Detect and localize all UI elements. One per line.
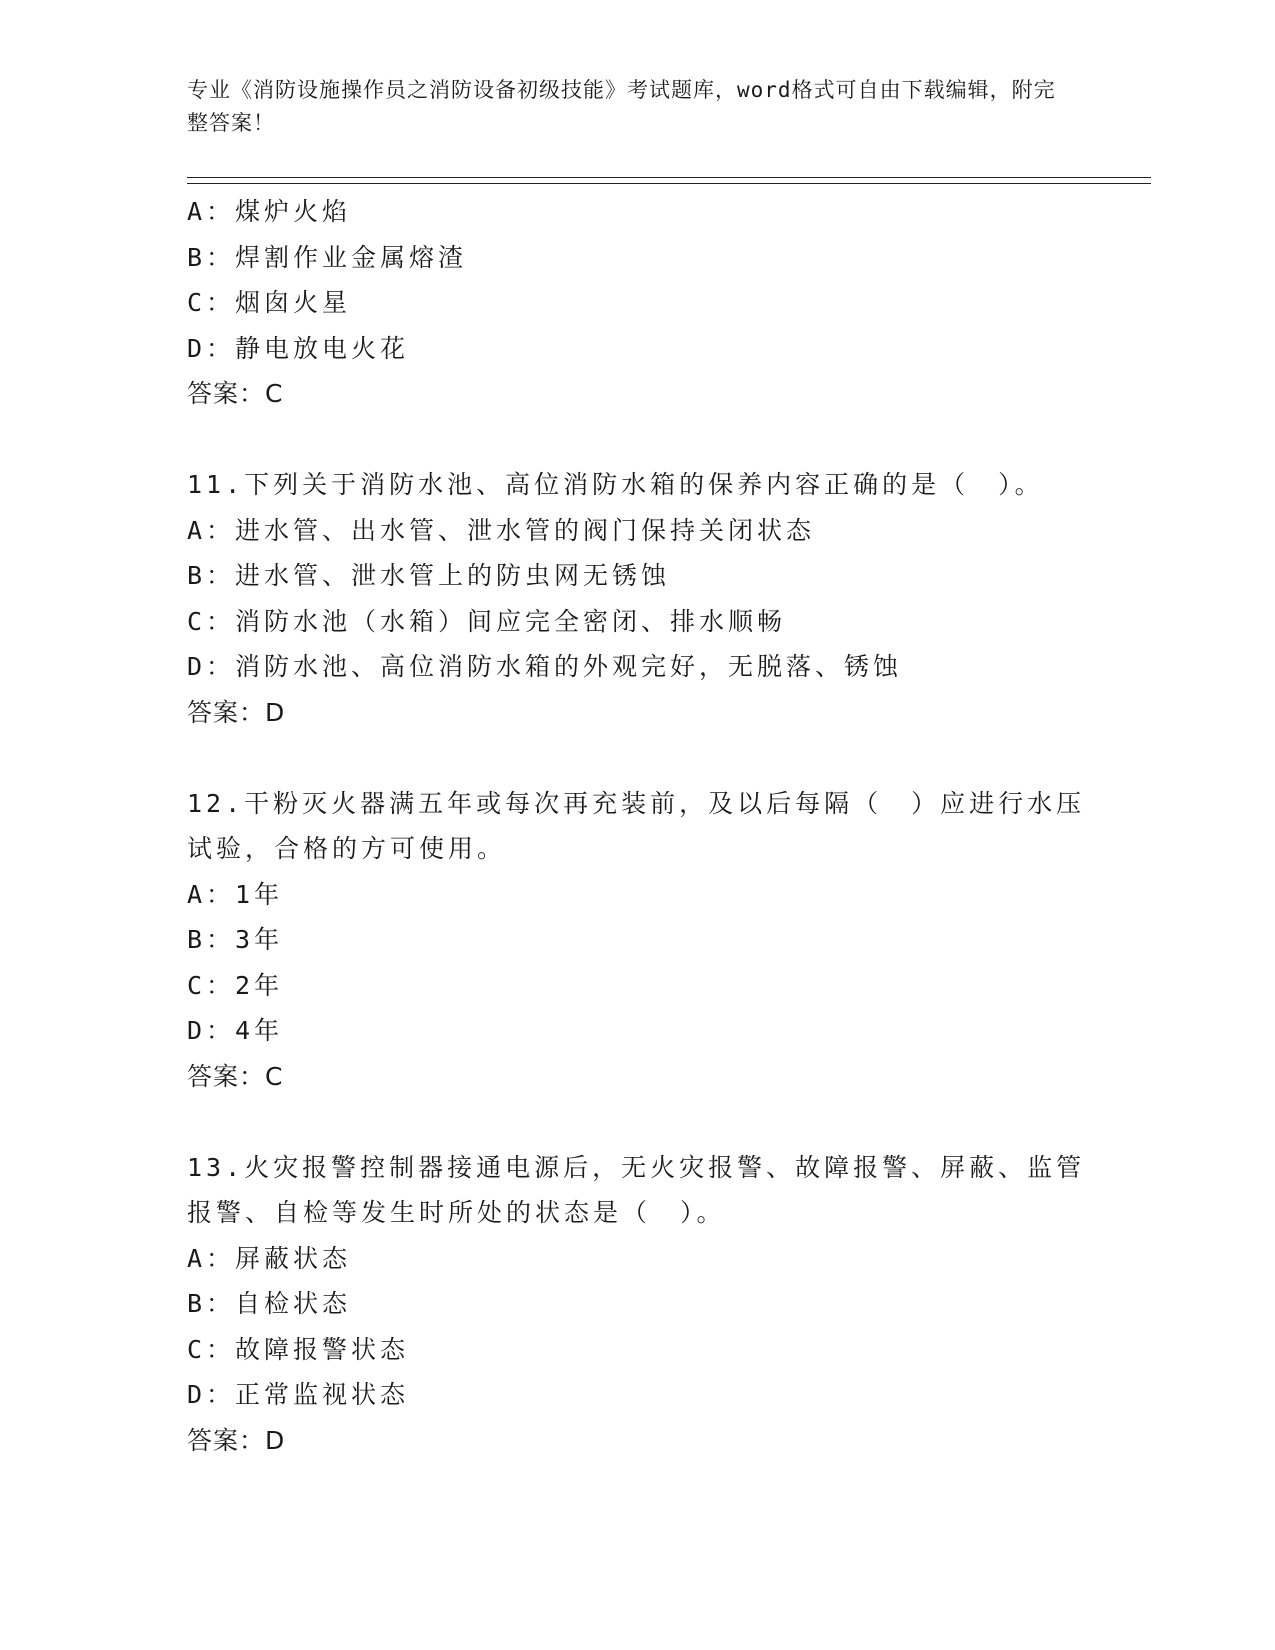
option-a: A：煤炉火焰 (187, 197, 352, 226)
spacer (187, 417, 1087, 463)
option-b: B：自检状态 (187, 1289, 352, 1318)
option-c: C：消防水池（水箱）间应完全密闭、排水顺畅 (187, 606, 787, 636)
question-stem: 12.干粉灭火器满五年或每次再充装前，及以后每隔（ ）应进行水压试验，合格的方可使用。 (187, 788, 1086, 863)
option-a: A：进水管、出水管、泄水管的阀门保持关闭状态 (187, 515, 816, 545)
question-stem: 11.下列关于消防水池、高位消防水箱的保养内容正确的是（ ）。 (187, 470, 1044, 499)
question-block-12 (187, 781, 1087, 1100)
spacer (187, 1099, 1087, 1145)
question-block-prev (187, 189, 1087, 417)
option-a: A：1年 (187, 879, 284, 909)
answer-line: 答案：D (187, 1425, 286, 1455)
question-block-13 (187, 1145, 1087, 1464)
option-c: C：2年 (187, 970, 284, 1000)
header-rule-bottom (187, 183, 1151, 184)
question-list (187, 189, 1087, 1463)
question-stem: 13.火灾报警控制器接通电源后，无火灾报警、故障报警、屏蔽、监管报警、自检等发生时所处的状态是（ ）。 (187, 1152, 1086, 1227)
question-block-11 (187, 462, 1087, 735)
document-header: 专业《消防设施操作员之消防设备初级技能》考试题库，word格式可自由下载编辑，附完整答案！ (187, 78, 1056, 135)
option-d: D：正常监视状态 (187, 1380, 410, 1409)
option-a: A：屏蔽状态 (187, 1243, 352, 1273)
option-d: D：4年 (187, 1016, 284, 1045)
spacer (187, 735, 1087, 781)
answer-line: 答案：C (187, 1061, 284, 1091)
option-c: C：故障报警状态 (187, 1334, 410, 1364)
answer-line: 答案：C (187, 379, 284, 408)
option-b: B：3年 (187, 925, 284, 954)
option-d: D：消防水池、高位消防水箱的外观完好，无脱落、锈蚀 (187, 652, 903, 681)
answer-line: 答案：D (187, 697, 286, 727)
option-b: B：焊割作业金属熔渣 (187, 242, 468, 272)
option-c: C：烟囱火星 (187, 288, 352, 317)
option-b: B：进水管、泄水管上的防虫网无锈蚀 (187, 561, 671, 590)
option-d: D：静电放电火花 (187, 333, 410, 363)
header-rule-top (187, 177, 1151, 178)
